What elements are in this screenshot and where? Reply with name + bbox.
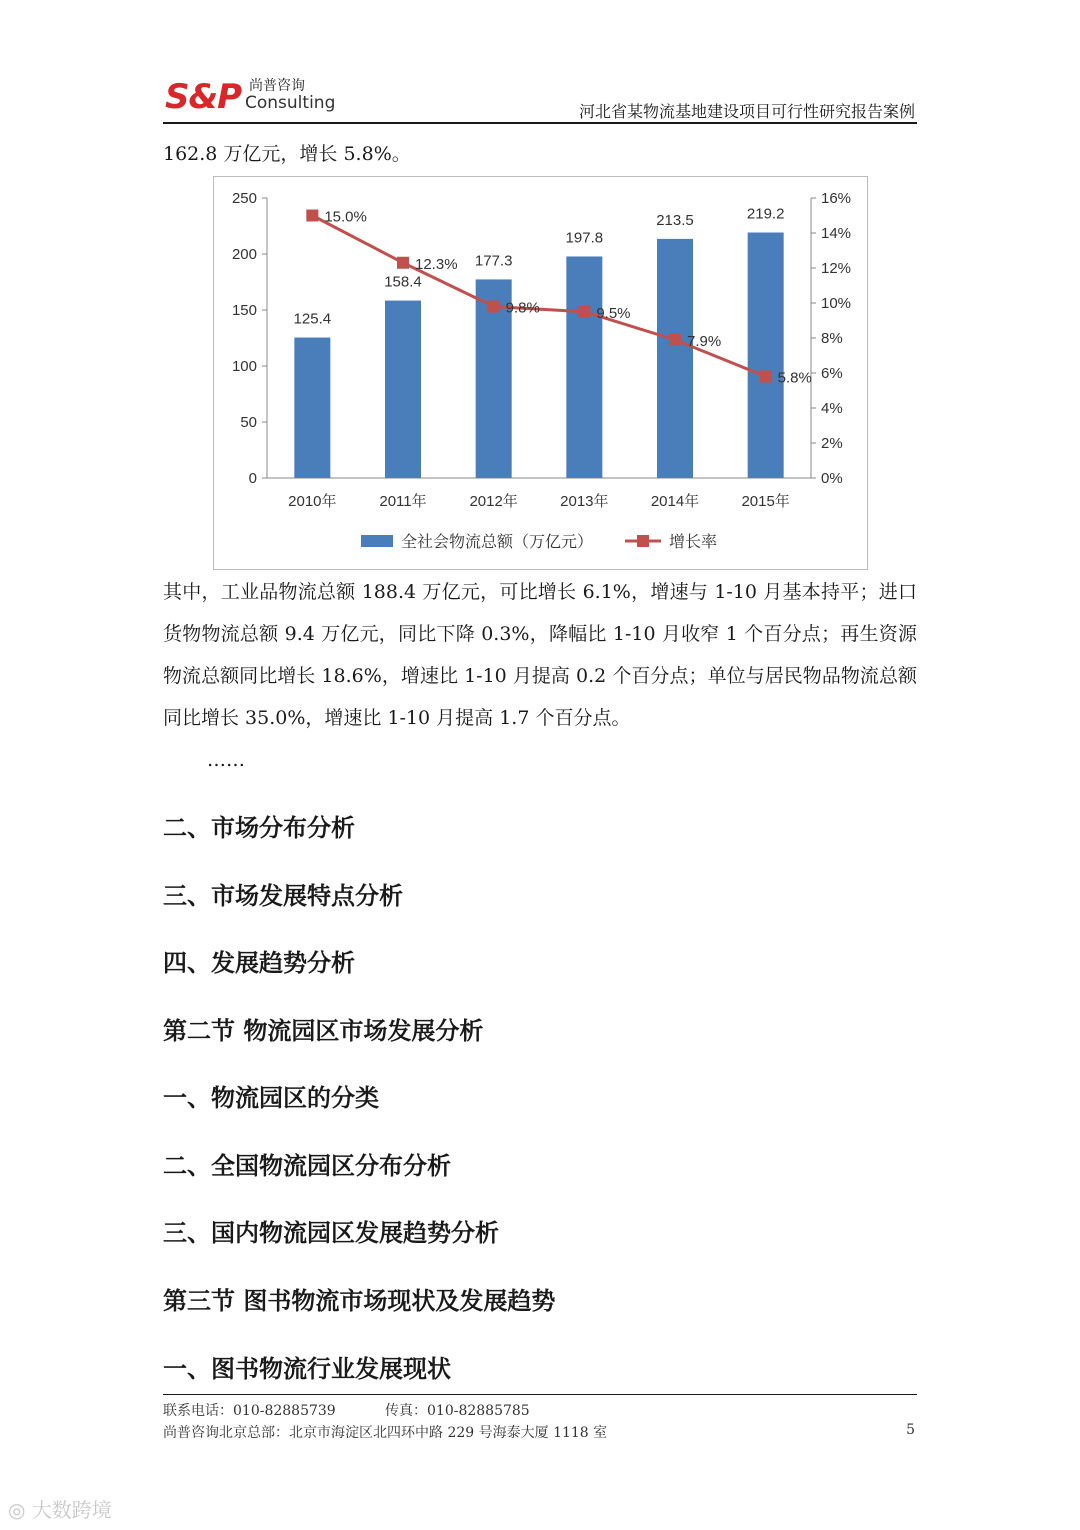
document-title: 河北省某物流基地建设项目可行性研究报告案例: [578, 102, 915, 121]
y2-tick-label: 8%: [821, 330, 843, 347]
legend-line-label: 增长率: [669, 534, 718, 551]
y2-tick-label: 2%: [821, 435, 843, 452]
y-tick-label: 250: [231, 190, 257, 207]
bar-value-label: 177.3: [474, 252, 513, 270]
x-tick-label: 2011年: [379, 493, 427, 510]
legend-line-marker: [637, 535, 649, 547]
heading-park-trends: 三、国内物流园区发展趋势分析: [163, 1219, 499, 1247]
footer-divider: [163, 1394, 917, 1395]
heading-market-features: 三、市场发展特点分析: [163, 882, 403, 910]
watermark-icon: ◎: [8, 1498, 26, 1522]
legend-bar-swatch: [361, 535, 393, 547]
growth-rate-line: [312, 216, 765, 377]
y2-tick-label: 10%: [821, 295, 852, 312]
heading-section-3: 第三节 图书物流市场现状及发展趋势: [163, 1287, 556, 1315]
growth-rate-point: [488, 301, 500, 313]
growth-rate-label: 9.8%: [505, 299, 540, 317]
bar: [294, 338, 330, 478]
y2-tick-label: 0%: [821, 470, 843, 487]
growth-rate-label: 7.9%: [687, 332, 722, 350]
logo-chinese-name: 尚普咨询: [249, 78, 305, 94]
x-tick-label: 2014年: [650, 493, 700, 510]
footer-phone: 联系电话：010-82885739: [163, 1403, 336, 1419]
logo-english-name: Consulting: [245, 93, 336, 113]
growth-rate-label: 12.3%: [415, 255, 458, 273]
y2-tick-label: 4%: [821, 400, 843, 417]
intro-line: 162.8 万亿元，增长 5.8%。: [163, 143, 411, 165]
bar-value-label: 197.8: [565, 229, 604, 247]
heading-market-distribution: 二、市场分布分析: [163, 814, 355, 842]
heading-park-classification: 一、物流园区的分类: [163, 1084, 379, 1112]
ellipsis: ……: [207, 749, 245, 771]
logistics-chart: [213, 176, 868, 570]
bar-value-label: 125.4: [293, 310, 332, 328]
heading-section-2: 第二节 物流园区市场发展分析: [163, 1017, 484, 1045]
growth-rate-point: [578, 306, 590, 318]
chart-svg: [214, 177, 867, 569]
body-paragraph: 其中，工业品物流总额 188.4 万亿元，可比增长 6.1%，增速与 1-10 月基本持平；进口货物物流总额 9.4 万亿元，同比下降 0.3%，降幅比 1-10 月收窄 1 个百分点；再生资源物流总额同比增长 18.6%，增速比 1-10 月提高 0.2 个百分点；单位与居民物品物流总额同比增长 35.0%，增速比 1-10 月提高 1.7 个百分点。: [163, 581, 917, 729]
growth-rate-point: [397, 257, 409, 269]
y-tick-label: 50: [240, 414, 257, 431]
footer-fax: 传真：010-82885785: [385, 1403, 530, 1419]
bar-value-label: 219.2: [746, 205, 785, 223]
x-tick-label: 2012年: [469, 493, 518, 510]
y-tick-label: 0: [248, 470, 257, 487]
bar: [657, 239, 693, 478]
y-tick-label: 200: [231, 246, 257, 263]
bar-value-label: 158.4: [384, 273, 422, 291]
x-tick-label: 2015年: [741, 493, 790, 510]
y2-tick-label: 6%: [821, 365, 843, 382]
logo-mark: S&P: [165, 77, 242, 117]
watermark: [8, 1494, 112, 1523]
y2-tick-label: 14%: [821, 225, 852, 242]
bar-value-label: 213.5: [656, 211, 694, 229]
heading-book-logistics-status: 一、图书物流行业发展现状: [163, 1355, 451, 1383]
growth-rate-label: 15.0%: [324, 208, 367, 226]
growth-rate-point: [760, 371, 772, 383]
bar: [748, 232, 784, 478]
footer-address: 尚普咨询北京总部：北京市海淀区北四环中路 229 号海泰大厦 1118 室: [163, 1425, 608, 1441]
y2-tick-label: 16%: [821, 190, 852, 207]
watermark-text: 大数跨境: [31, 1498, 112, 1522]
bar: [566, 256, 602, 478]
page-number: 5: [906, 1422, 915, 1438]
bar: [385, 301, 421, 478]
y-tick-label: 100: [231, 358, 257, 375]
growth-rate-point: [306, 210, 318, 222]
x-tick-label: 2013年: [560, 493, 609, 510]
legend-bar-label: 全社会物流总额（万亿元）: [401, 534, 594, 551]
growth-rate-label: 9.5%: [596, 304, 631, 322]
x-tick-label: 2010年: [288, 493, 337, 510]
y2-tick-label: 12%: [821, 260, 852, 277]
growth-rate-label: 5.8%: [777, 369, 812, 387]
heading-trend-analysis: 四、发展趋势分析: [163, 949, 355, 977]
growth-rate-point: [669, 334, 681, 346]
header-divider: [163, 122, 917, 124]
y-tick-label: 150: [231, 302, 257, 319]
heading-park-distribution: 二、全国物流园区分布分析: [163, 1152, 451, 1180]
company-logo: [165, 78, 335, 118]
